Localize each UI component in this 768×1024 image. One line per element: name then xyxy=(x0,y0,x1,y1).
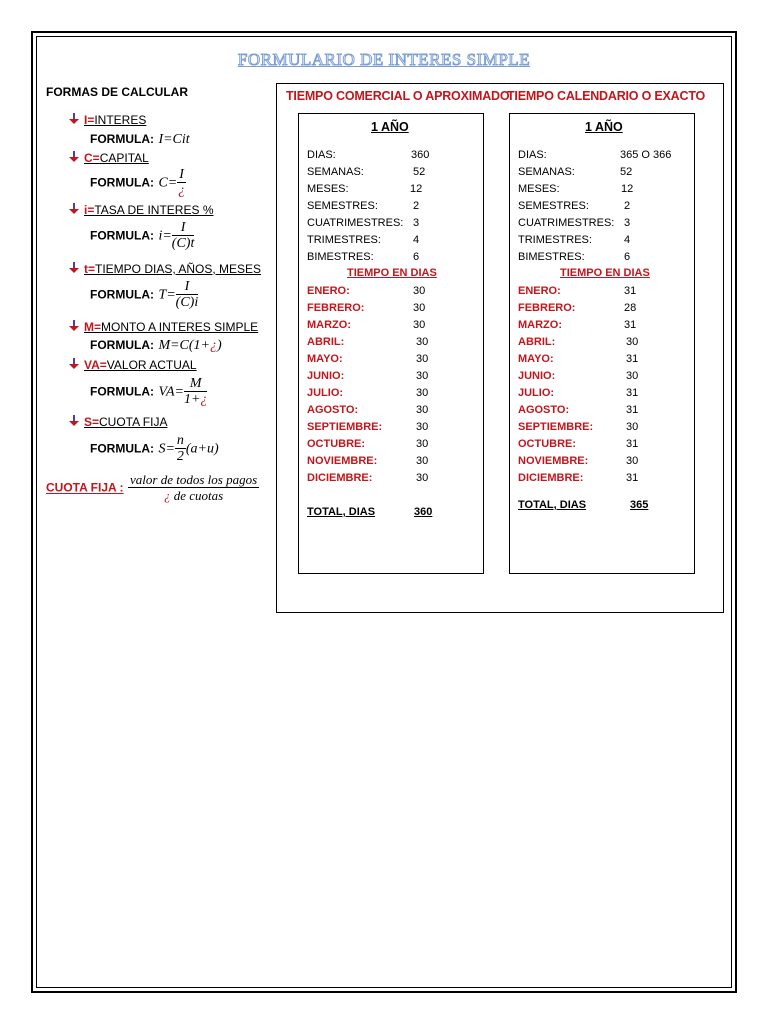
bullet-arrow-icon xyxy=(68,203,80,215)
item-key: I= xyxy=(84,113,95,127)
month-days: 31 xyxy=(626,353,639,365)
formula-math: S= xyxy=(158,441,175,457)
item-label: CUOTA FIJA xyxy=(99,415,168,429)
formula-math: C= xyxy=(158,175,178,191)
item-key: S= xyxy=(84,415,100,429)
month-days: 30 xyxy=(413,319,426,331)
month-label: MAYO: xyxy=(518,353,554,365)
cuota-fija-formula xyxy=(46,472,259,503)
formula-label: FORMULA: xyxy=(90,287,154,302)
month-label: ENERO: xyxy=(307,285,350,297)
month-label: DICIEMBRE: xyxy=(307,472,373,484)
bullet-arrow-icon xyxy=(68,320,80,332)
calendario-heading: TIEMPO CALENDARIO O EXACTO xyxy=(507,89,706,103)
month-label: OCTUBRE: xyxy=(518,438,577,450)
table-row-label: BIMESTRES: xyxy=(518,251,585,263)
table-row-label: SEMESTRES: xyxy=(518,200,589,212)
formula-fraction: $\frac{I}{(C)t}$ xyxy=(171,220,195,251)
month-days: 30 xyxy=(416,472,429,484)
formula-math: M=C(1+ xyxy=(158,338,210,353)
item-label: VALOR ACTUAL xyxy=(106,358,197,372)
item-label: TASA DE INTERES % xyxy=(94,203,214,217)
month-days: 30 xyxy=(413,285,426,297)
formula-math-red: ¿ xyxy=(210,338,217,353)
table-row-label: BIMESTRES: xyxy=(307,251,374,263)
table-row-value: 3 xyxy=(624,217,631,229)
month-days: 28 xyxy=(624,302,637,314)
cuota-fraction: $\frac{\text{valor de todos los pagos}}{\text{¿ de cuotas}}$ xyxy=(130,472,258,503)
formula-fraction: $\frac{M}{1+¿}$ xyxy=(183,376,208,407)
table-row-label: MESES: xyxy=(307,183,349,195)
month-days: 30 xyxy=(626,421,639,433)
item-label: INTERES xyxy=(94,113,147,127)
item-key: i= xyxy=(84,203,95,217)
month-days: 30 xyxy=(626,455,639,467)
formula-fraction: $\frac{n}{2}$ xyxy=(176,433,184,464)
total-label: TOTAL, DIAS xyxy=(307,506,376,518)
month-days: 30 xyxy=(416,438,429,450)
month-days: 30 xyxy=(626,370,639,382)
total-value: 365 xyxy=(630,499,649,511)
month-label: DICIEMBRE: xyxy=(518,472,584,484)
month-days: 30 xyxy=(413,302,426,314)
month-days: 30 xyxy=(416,336,429,348)
table-row-label: SEMANAS: xyxy=(307,166,364,178)
formula-fraction: $\frac{I}{(C)i}$ xyxy=(175,279,199,310)
table-row-value: 52 xyxy=(620,166,633,178)
total-label: TOTAL, DIAS xyxy=(518,499,587,511)
section-heading: FORMAS DE CALCULAR xyxy=(46,85,188,99)
month-label: JULIO: xyxy=(518,387,555,399)
formula-label: FORMULA: xyxy=(90,228,154,243)
item-label: TIEMPO DIAS, AÑOS, MESES xyxy=(95,262,262,276)
month-label: AGOSTO: xyxy=(518,404,570,416)
month-label: FEBRERO: xyxy=(307,302,365,314)
comercial-sub-heading: TIEMPO EN DIAS xyxy=(347,267,437,279)
formula-math-end: (a+u) xyxy=(185,441,219,457)
item-label: CAPITAL xyxy=(99,151,149,165)
table-row-label: DIAS: xyxy=(307,149,336,161)
formula-monto xyxy=(90,336,222,354)
formula-math: i= xyxy=(158,228,172,244)
table-row-label: CUATRIMESTRES: xyxy=(307,217,404,229)
month-label: AGOSTO: xyxy=(307,404,359,416)
formula-capital xyxy=(90,167,186,198)
table-row-value: 6 xyxy=(413,251,420,263)
item-interes xyxy=(68,113,146,127)
table-row-value: 2 xyxy=(624,200,631,212)
month-days: 30 xyxy=(416,455,429,467)
month-label: OCTUBRE: xyxy=(307,438,366,450)
table-row-label: DIAS: xyxy=(518,149,547,161)
table-row-value: 4 xyxy=(624,234,631,246)
document-title: FORMULARIO DE INTERES SIMPLE xyxy=(237,50,531,69)
month-days: 30 xyxy=(416,421,429,433)
formula-label: FORMULA: xyxy=(90,132,154,146)
month-days: 30 xyxy=(416,353,429,365)
total-value: 360 xyxy=(414,506,433,518)
comercial-heading: TIEMPO COMERCIAL O APROXIMADO xyxy=(286,89,510,103)
month-label: NOVIEMBRE: xyxy=(518,455,589,467)
table-row-value: 365 O 366 xyxy=(620,149,672,161)
item-tiempo xyxy=(68,262,261,276)
item-key: t= xyxy=(84,262,96,276)
table-row-value: 2 xyxy=(413,200,420,212)
item-tasa xyxy=(68,203,213,217)
item-capital xyxy=(68,151,149,165)
table-row-label: SEMANAS: xyxy=(518,166,575,178)
bullet-arrow-icon xyxy=(68,415,80,427)
month-label: ABRIL: xyxy=(518,336,556,348)
formula-label: FORMULA: xyxy=(90,338,154,352)
formula-math-end: ) xyxy=(217,338,222,353)
table-row-label: TRIMESTRES: xyxy=(307,234,381,246)
table-row-value: 3 xyxy=(413,217,420,229)
formula-tiempo xyxy=(90,279,198,310)
cuota-label: CUOTA FIJA : xyxy=(46,480,124,495)
bullet-arrow-icon xyxy=(68,151,80,163)
month-days: 31 xyxy=(626,438,639,450)
month-days: 30 xyxy=(416,370,429,382)
month-days: 31 xyxy=(626,472,639,484)
formula-label: FORMULA: xyxy=(90,441,154,456)
item-key: C= xyxy=(84,151,100,165)
table-row-value: 6 xyxy=(624,251,631,263)
table-row-label: SEMESTRES: xyxy=(307,200,378,212)
table-row-value: 4 xyxy=(413,234,420,246)
item-label: MONTO A INTERES SIMPLE xyxy=(101,320,259,334)
comercial-year-title: 1 AÑO xyxy=(371,120,409,134)
month-label: MARZO: xyxy=(518,319,562,331)
month-days: 30 xyxy=(416,404,429,416)
table-row-label: MESES: xyxy=(518,183,560,195)
month-label: FEBRERO: xyxy=(518,302,576,314)
month-days: 30 xyxy=(416,387,429,399)
month-label: JUNIO: xyxy=(518,370,556,382)
formula-fraction: $\frac{I}{¿}$ xyxy=(178,167,186,198)
table-row-label: CUATRIMESTRES: xyxy=(518,217,615,229)
formula-label: FORMULA: xyxy=(90,384,154,399)
month-label: MARZO: xyxy=(307,319,351,331)
bullet-arrow-icon xyxy=(68,358,80,370)
calendario-sub-heading: TIEMPO EN DIAS xyxy=(560,267,650,279)
bullet-arrow-icon xyxy=(68,113,80,125)
month-days: 31 xyxy=(624,285,637,297)
formula-label: FORMULA: xyxy=(90,175,154,190)
table-row-value: 12 xyxy=(410,183,423,195)
calendario-year-title: 1 AÑO xyxy=(585,120,623,134)
formula-tasa xyxy=(90,220,194,251)
month-days: 30 xyxy=(626,336,639,348)
item-key: M= xyxy=(84,320,102,334)
month-label: JUNIO: xyxy=(307,370,345,382)
table-row-label: TRIMESTRES: xyxy=(518,234,592,246)
item-key: VA= xyxy=(84,358,107,372)
formula-valor-actual xyxy=(90,376,207,407)
table-row-value: 12 xyxy=(621,183,634,195)
month-label: NOVIEMBRE: xyxy=(307,455,378,467)
month-label: SEPTIEMBRE: xyxy=(307,421,383,433)
month-days: 31 xyxy=(626,387,639,399)
formula-interes xyxy=(90,130,190,148)
bullet-arrow-icon xyxy=(68,262,80,274)
month-label: SEPTIEMBRE: xyxy=(518,421,594,433)
month-label: ABRIL: xyxy=(307,336,345,348)
table-row-value: 360 xyxy=(411,149,430,161)
item-monto xyxy=(68,320,258,334)
item-valor-actual xyxy=(68,358,197,372)
formula-math: VA= xyxy=(158,384,184,400)
month-days: 31 xyxy=(626,404,639,416)
month-label: ENERO: xyxy=(518,285,561,297)
formula-cuota-fija xyxy=(90,433,219,464)
formula-math: I=Cit xyxy=(158,132,190,147)
month-label: JULIO: xyxy=(307,387,344,399)
month-label: MAYO: xyxy=(307,353,343,365)
month-days: 31 xyxy=(624,319,637,331)
table-row-value: 52 xyxy=(413,166,426,178)
formula-math: T= xyxy=(158,287,176,303)
item-cuota-fija xyxy=(68,415,167,429)
